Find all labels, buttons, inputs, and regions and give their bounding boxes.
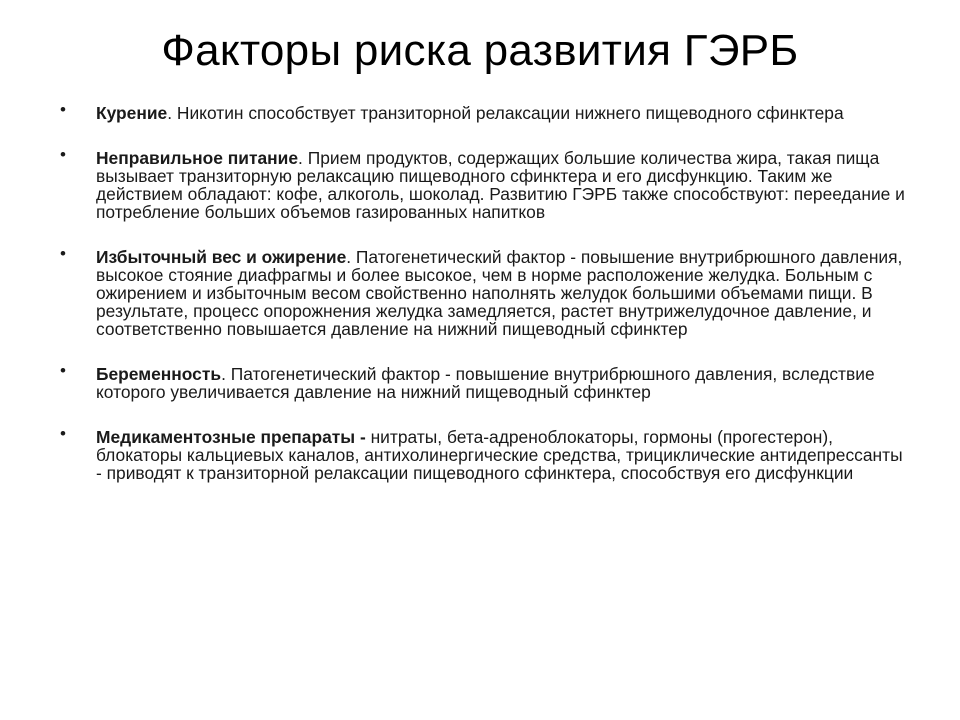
bullet-icon: • — [60, 100, 66, 119]
risk-factor-term: Неправильное питание — [96, 148, 299, 168]
risk-factor-term: Курение — [96, 103, 168, 123]
risk-factor-description: . Патогенетический фактор - повышение внутрибрюшного давления, высокое стояние диафрагмы и более высокое, чем в норме расположение желудка. Больным с ожирением и избыточным весом свойственно наполнять желудок большими объемами пищи. В результате, процесс опорожнения желудка замедляется, растет внутрижелудочное давление, и соответственно повышается давление на нижний пищеводный сфинктер — [96, 247, 903, 339]
risk-factor-term: Беременность — [96, 364, 222, 384]
slide-title: Факторы риска развития ГЭРБ — [161, 26, 799, 75]
list-item — [60, 424, 910, 483]
bullet-icon: • — [60, 361, 66, 380]
list-item — [60, 145, 910, 222]
list-item — [60, 100, 910, 123]
list-item — [60, 361, 910, 402]
risk-factor-term: Избыточный вес и ожирение — [96, 247, 347, 267]
risk-factor-description: нитраты, бета-адреноблокаторы, гормоны (прогестерон), блокаторы кальциевых каналов, антихолинергические средства, трициклические антидепрессанты - приводят к транзиторной релаксации пищеводного сфинктера, способствуя его дисфункции — [96, 427, 903, 483]
risk-factor-list — [60, 100, 910, 509]
risk-factor-term: Медикаментозные препараты - — [96, 427, 366, 447]
risk-factor-description: . Никотин способствует транзиторной релаксации нижнего пищеводного сфинктера — [167, 103, 844, 123]
risk-factor-description: . Патогенетический фактор - повышение внутрибрюшного давления, вследствие которого увеличивается давление на нижний пищеводный сфинктер — [96, 364, 875, 402]
bullet-icon: • — [60, 424, 66, 443]
risk-factor-description: . Прием продуктов, содержащих большие количества жира, такая пища вызывает транзиторную релаксацию пищеводного сфинктера и его дисфункцию. Таким же действием обладают: кофе, алкоголь, шоколад. Развитию ГЭРБ также способствуют: переедание и потребление больших объемов газированных напитков — [96, 148, 905, 222]
bullet-icon: • — [60, 145, 66, 164]
list-item — [60, 244, 910, 339]
bullet-icon: • — [60, 244, 66, 263]
